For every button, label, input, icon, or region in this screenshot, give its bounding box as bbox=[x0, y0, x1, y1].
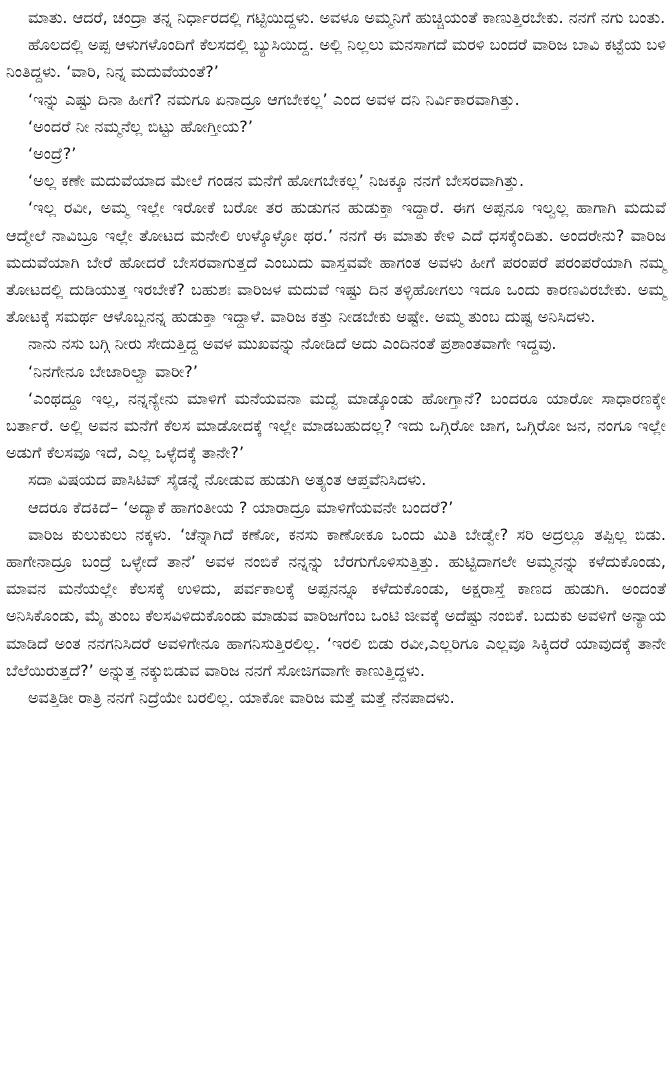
paragraph-6: ‘ಅಲ್ಲ ಕಣೇ ಮದುವೆಯಾದ ಮೇಲೆ ಗಂಡನ ಮನೆಗೆ ಹೋಗಬೇಕಲ್ಲ’ ನಿಜಕ್ಕೂ ನನಗೆ ಬೇಸರವಾಗಿತ್ತು. bbox=[28, 171, 525, 191]
paragraph-8: ನಾನು ನಸು ಬಗ್ಗಿ ನೀರು ಸೇದುತ್ತಿದ್ದ ಅವಳ ಮುಖವನ್ನು ನೋಡಿದೆ ಅದು ಎಂದಿನಂತೆ ಪ್ರಶಾಂತವಾಗೇ ಇದ್ದವು. bbox=[28, 334, 557, 354]
paragraph-12: ಆದರೂ ಕೆದಕಿದೆ– ‘ಅದ್ಯಾಕೆ ಹಾಗಂತೀಯ ? ಯಾರಾದ್ರೂ ಮಾಳಿಗೆಯವನೇ ಬಂದರೆ?’ bbox=[28, 497, 454, 517]
paragraph-10: ‘ಎಂಥದ್ದೂ ಇಲ್ಲ, ನನ್ನನ್ಯೇನು ಮಾಳಿಗೆ ಮನೆಯವನಾ ಮದ್ವೆ ಮಾಡ್ಕೊಂಡು ಹೋಗ್ತಾನೆ? ಬಂದರೂ ಯಾರೋ ಸಾಧಾರಣಕ್ಕೇ ಬರ್ತಾರೆ. ಅಲ್ಲಿ ಅವನ ಮನೆಗೆ ಕೆಲಸ ಮಾಡೋದಕ್ಕೆ ಇಲ್ಲೇ ಮಾಡಬಹುದಲ್ಲ? ಇದು ಒಗ್ಗಿರೋ ಜಾಗ, ಒಗ್ಗಿರೋ ಜನ, ನಂಗೂ ಇಲ್ಲೇ ಅಡುಗೆ ಕೆಲಸವೂ ಇದೆ, ಎಲ್ಲ ಒಳ್ಳೆದಕ್ಕೆ ತಾನೇ?’ bbox=[6, 388, 666, 463]
paragraph-13: ವಾರಿಜ ಕುಲುಕುಲು ನಕ್ಕಳು. ‘ಚೆನ್ನಾಗಿದೆ ಕಣೋ, ಕನಸು ಕಾಣೋಕೂ ಒಂದು ಮಿತಿ ಬೇಡ್ವೇ? ಸರಿ ಅದ್ರಲ್ಲೂ ತಪ್ಪಿಲ್ಲ ಬಿಡು. ಹಾಗೇನಾದ್ರೂ ಬಂದ್ರೆ ಒಳ್ಳೇದೆ ತಾನೆ’ ಅವಳ ನಂಬಿಕೆ ನನ್ನನ್ನು ಬೆರಗುಗೊಳಿಸುತ್ತಿತ್ತು. ಹುಟ್ಟಿದಾಗಲೇ ಅಮ್ಮನನ್ನು ಕಳೆದುಕೊಂಡು, ಮಾವನ ಮನೆಯಲ್ಲೇ ಕೆಲಸಕ್ಕೆ ಉಳಿದು, ಪರ್ವಕಾಲಕ್ಕೆ ಅಪ್ಪನನ್ನೂ ಕಳೆದುಕೊಂಡು, ಅಕ್ಷರಾಸ್ತೆ ಕಾಣದ ಹುಡುಗಿ. ಅಂದಂತೆ ಅನಿಸಿಕೊಂಡು, ಮೈ ತುಂಬ ಕೆಲಸವಿಳಿದುಕೊಂಡು ಮಾಡುವ ವಾರಿಜಗೆಂಬ ಒಂಟಿ ಜೀವಕ್ಕೆ ಅದೆಷ್ಟು ನಂಬಿಕೆ. ಬದುಕು ಅವಳಿಗೆ ಅನ್ಯಾಯ ಮಾಡಿದೆ ಅಂತ ನನಗನಿಸಿದರೆ ಅವಳಿಗೇನೂ ಹಾಗನಿಸುತ್ತಿರಲಿಲ್ಲ. ‘ಇರಲಿ ಬಿಡು ರವೀ,ಎಲ್ಲರಿಗೂ ಎಲ್ಲವೂ ಸಿಕ್ಕಿದರೆ ಯಾವುದಕ್ಕೆ ತಾನೇ ಬೆಲೆಯಿರುತ್ತದೆ?’ ಅನ್ನುತ್ತ ನಕ್ಕುಬಿಡುವ ವಾರಿಜ ನನಗೆ ಸೋಜಿಗವಾಗೇ ಕಾಣುತ್ತಿದ್ದಳು. bbox=[6, 524, 666, 680]
paragraph-14: ಅವತ್ತಿಡೀ ರಾತ್ರಿ ನನಗೆ ನಿದ್ರೆಯೇ ಬರಲಿಲ್ಲ. ಯಾಕೋ ವಾರಿಜ ಮತ್ತೆ ಮತ್ತೆ ನೆನಪಾದಳು. bbox=[28, 688, 455, 708]
paragraph-3: ‘ಇನ್ನು ಎಷ್ಟು ದಿನಾ ಹೀಗೆ? ನಮಗೂ ಏನಾದ್ರೂ ಆಗಬೇಕಲ್ಲ’ ಎಂದ ಅವಳ ದನಿ ನಿರ್ವಿಕಾರವಾಗಿತ್ತು. bbox=[28, 89, 520, 109]
paragraph-2: ಹೊಲದಲ್ಲಿ ಅಪ್ಪ ಆಳುಗಳೊಂದಿಗೆ ಕೆಲಸದಲ್ಲಿ ಬ್ಯುಸಿಯಿದ್ದ. ಅಲ್ಲಿ ನಿಲ್ಲಲು ಮನಸಾಗದೆ ಮರಳಿ ಬಂದರೆ ವಾರಿಜ ಬಾವಿ ಕಟ್ಟೆಯ ಬಳಿ ನಿಂತಿದ್ದಳು. ‘ವಾರಿ, ನಿನ್ನ ಮದುವೆಯಂತೆ?’ bbox=[6, 35, 666, 82]
paragraph-11: ಸದಾ ವಿಷಯದ ಪಾಸಿಟಿವ್ ಸೈಡನ್ನೆ ನೋಡುವ ಹುಡುಗಿ ಅತ್ಯಂತ ಆಪ್ತವೆನಿಸಿದಳು. bbox=[28, 470, 427, 490]
paragraph-1: ಮಾತು. ಆದರೆ, ಚಂದ್ರಾ ತನ್ನ ನಿರ್ಧಾರದಲ್ಲಿ ಗಟ್ಟಿಯಿದ್ದಳು. ಅವಳೂ ಅಮ್ಮನಿಗೆ ಹುಚ್ಚಿಯಂತೆ ಕಾಣುತ್ತಿರಬೇಕು. ನನಗೆ ನಗು ಬಂತು. bbox=[28, 8, 666, 27]
paragraph-9: ‘ನಿನಗೇನೂ ಬೇಜಾರಿಲ್ವಾ ವಾರೀ?’ bbox=[28, 361, 199, 381]
paragraph-5: ‘ಅಂದ್ರೆ?’ bbox=[28, 144, 77, 164]
paragraph-7: ‘ಇಲ್ಲ ರವೀ, ಅಮ್ಮ ಇಲ್ಲೇ ಇರೋಕೆ ಬರೋ ತರ ಹುಡುಗನ ಹುಡುಕ್ತಾ ಇದ್ದಾರೆ. ಈಗ ಅಪ್ಪನೂ ಇಲ್ವಲ್ಲ ಹಾಗಾಗಿ ಮದುವೆ ಆದ್ಮೇಲೆ ನಾವಿಬ್ರೂ ಇಲ್ಲೇ ತೋಟದ ಮನೇಲಿ ಉಳ್ಕೊಳ್ಳೋ ಥರ.’ ನನಗೆ ಈ ಮಾತು ಕೇಳಿ ಎದೆ ಧಸಕ್ಕೆಂದಿತು. ಅಂದರೇನು? ವಾರಿಜ ಮದುವೆಯಾಗಿ ಬೇರೆ ಹೋದರೆ ಬೇಸರವಾಗುತ್ತದೆ ಎಂಬುದು ವಾಸ್ತವವೇ ಹಾಗಂತ ಅವಳು ಹೀಗೆ ಪರಂಪರೆ ಪರಂಪರೆಯಾಗಿ ನಮ್ಮ ತೋಟದಲ್ಲಿ ದುಡಿಯುತ್ತ ಇರಬೇಕೆ? ಬಹುಶಃ ವಾರಿಜಳ ಮದುವೆ ಇಷ್ಟು ದಿನ ತಳ್ಳಿಹೋಗಲು ಇದೂ ಒಂದು ಕಾರಣವಿರಬೇಕು. ಅಮ್ಮ ತೋಟಕ್ಕೆ ಸಮರ್ಥ ಆಳೊಬ್ಬನನ್ನ ಹುಡುಕ್ತಾ ಇದ್ದಾಳೆ. ವಾರಿಜ ಕತ್ತು ನೀಡಬೇಕು ಅಷ್ಟೇ. ಅಮ್ಮ ತುಂಬ ದುಷ್ಟ ಅನಿಸಿದಳು. bbox=[6, 198, 666, 327]
paragraph-4: ‘ಅಂದರೆ ನೀ ನಮ್ಮನೆಲ್ಲ ಬಿಟ್ಟು ಹೋಗ್ತೀಯ?’ bbox=[28, 116, 254, 136]
